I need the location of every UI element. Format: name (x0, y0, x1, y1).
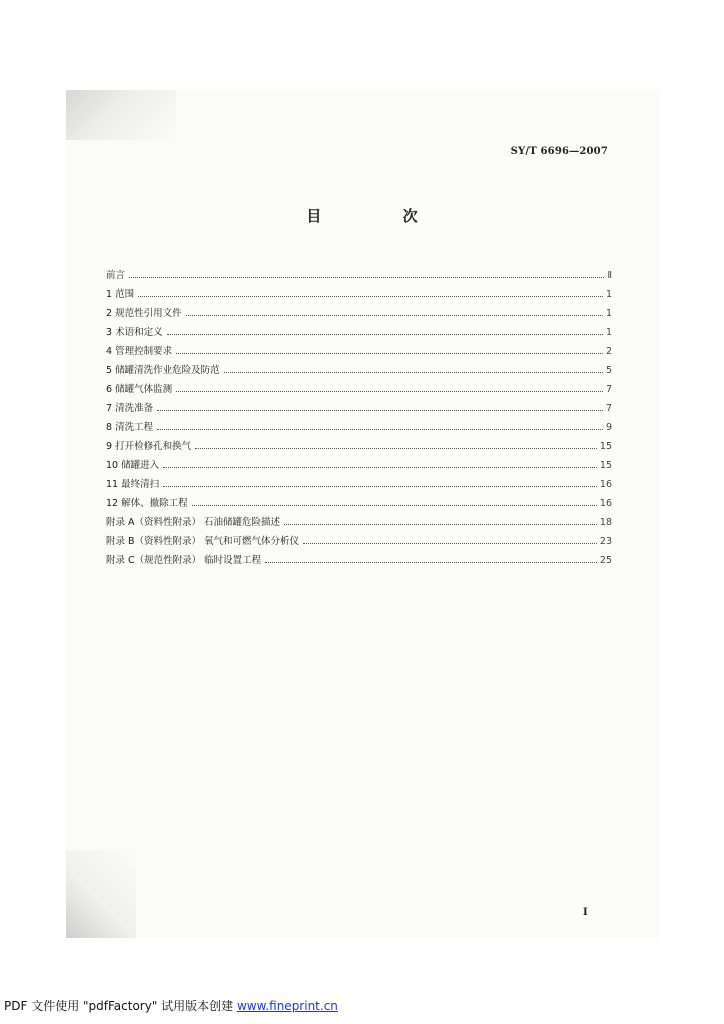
toc-entry-title: 7 清洗准备 (106, 403, 154, 414)
toc-entry-page: 2 (605, 346, 612, 357)
toc-entry-title: 9 打开检修孔和换气 (106, 441, 192, 452)
toc-entry[interactable] (106, 395, 612, 414)
toc-entry-page: 9 (605, 422, 612, 433)
footer-text: PDF 文件使用 "pdfFactory" 试用版本创建 (4, 999, 237, 1013)
toc-entry-page: 15 (599, 460, 612, 471)
toc-entry[interactable] (106, 433, 612, 452)
dot-leader (138, 296, 603, 297)
toc-entry[interactable] (106, 300, 612, 319)
dot-leader (157, 410, 603, 411)
toc-entry-page: Ⅱ (607, 270, 612, 281)
dot-leader (163, 467, 597, 468)
toc-entry[interactable] (106, 509, 612, 528)
toc-entry-page: 15 (599, 441, 612, 452)
toc-title: 目 次 (306, 207, 456, 225)
toc-entry[interactable] (106, 414, 612, 433)
dot-leader (195, 448, 597, 449)
dot-leader (176, 353, 603, 354)
toc-entry[interactable] (106, 547, 612, 566)
toc-entry-page: 1 (605, 289, 612, 300)
toc-entry[interactable] (106, 452, 612, 471)
table-of-contents (106, 262, 612, 566)
toc-entry-title: 8 清洗工程 (106, 422, 154, 433)
toc-entry-title: 附录 C（规范性附录） 临时设置工程 (106, 555, 262, 566)
toc-entry[interactable] (106, 281, 612, 300)
toc-entry-title: 3 术语和定义 (106, 327, 163, 338)
toc-entry-title: 5 储罐清洗作业危险及防范 (106, 365, 220, 376)
toc-entry-page: 1 (605, 327, 612, 338)
toc-entry-page: 7 (605, 403, 612, 414)
toc-entry-title: 1 范围 (106, 289, 135, 300)
toc-entry-page: 7 (605, 384, 612, 395)
footer-link[interactable]: www.fineprint.cn (236, 999, 338, 1013)
dot-leader (224, 372, 603, 373)
toc-entry-title: 6 储罐气体监测 (106, 384, 173, 395)
toc-entry[interactable] (106, 376, 612, 395)
toc-entry-page: 16 (599, 498, 612, 509)
toc-entry[interactable] (106, 490, 612, 509)
toc-entry[interactable] (106, 528, 612, 547)
dot-leader (265, 562, 597, 563)
scan-shadow-top (66, 90, 176, 140)
dot-leader (167, 334, 603, 335)
dot-leader (176, 391, 603, 392)
scan-shadow-bottom (66, 850, 136, 938)
pdf-footer (4, 997, 338, 1014)
toc-entry[interactable] (106, 357, 612, 376)
toc-entry-title: 4 管理控制要求 (106, 346, 173, 357)
toc-entry-page: 16 (599, 479, 612, 490)
dot-leader (303, 543, 597, 544)
toc-entry-title: 前言 (106, 270, 126, 281)
toc-entry-page: 25 (599, 555, 612, 566)
toc-entry-page: 1 (605, 308, 612, 319)
dot-leader (163, 486, 597, 487)
toc-entry[interactable] (106, 262, 612, 281)
toc-entry-page: 18 (599, 517, 612, 528)
toc-entry-title: 11 最终清扫 (106, 479, 160, 490)
toc-entry-title: 12 解体、撤除工程 (106, 498, 188, 509)
dot-leader (186, 315, 603, 316)
toc-entry-title: 2 规范性引用文件 (106, 308, 182, 319)
toc-entry[interactable] (106, 319, 612, 338)
toc-entry[interactable] (106, 338, 612, 357)
toc-entry-page: 23 (599, 536, 612, 547)
dot-leader (157, 429, 603, 430)
dot-leader (192, 505, 597, 506)
toc-entry-page: 5 (605, 365, 612, 376)
toc-entry-title: 10 储罐进入 (106, 460, 160, 471)
standard-code: SY/T 6696—2007 (510, 146, 608, 157)
dot-leader (129, 277, 604, 278)
dot-leader (284, 524, 597, 525)
toc-entry-title: 附录 A（资料性附录） 石油储罐危险描述 (106, 517, 281, 528)
toc-entry-title: 附录 B（资料性附录） 氧气和可燃气体分析仪 (106, 536, 300, 547)
toc-entry[interactable] (106, 471, 612, 490)
page-number: I (583, 907, 588, 918)
